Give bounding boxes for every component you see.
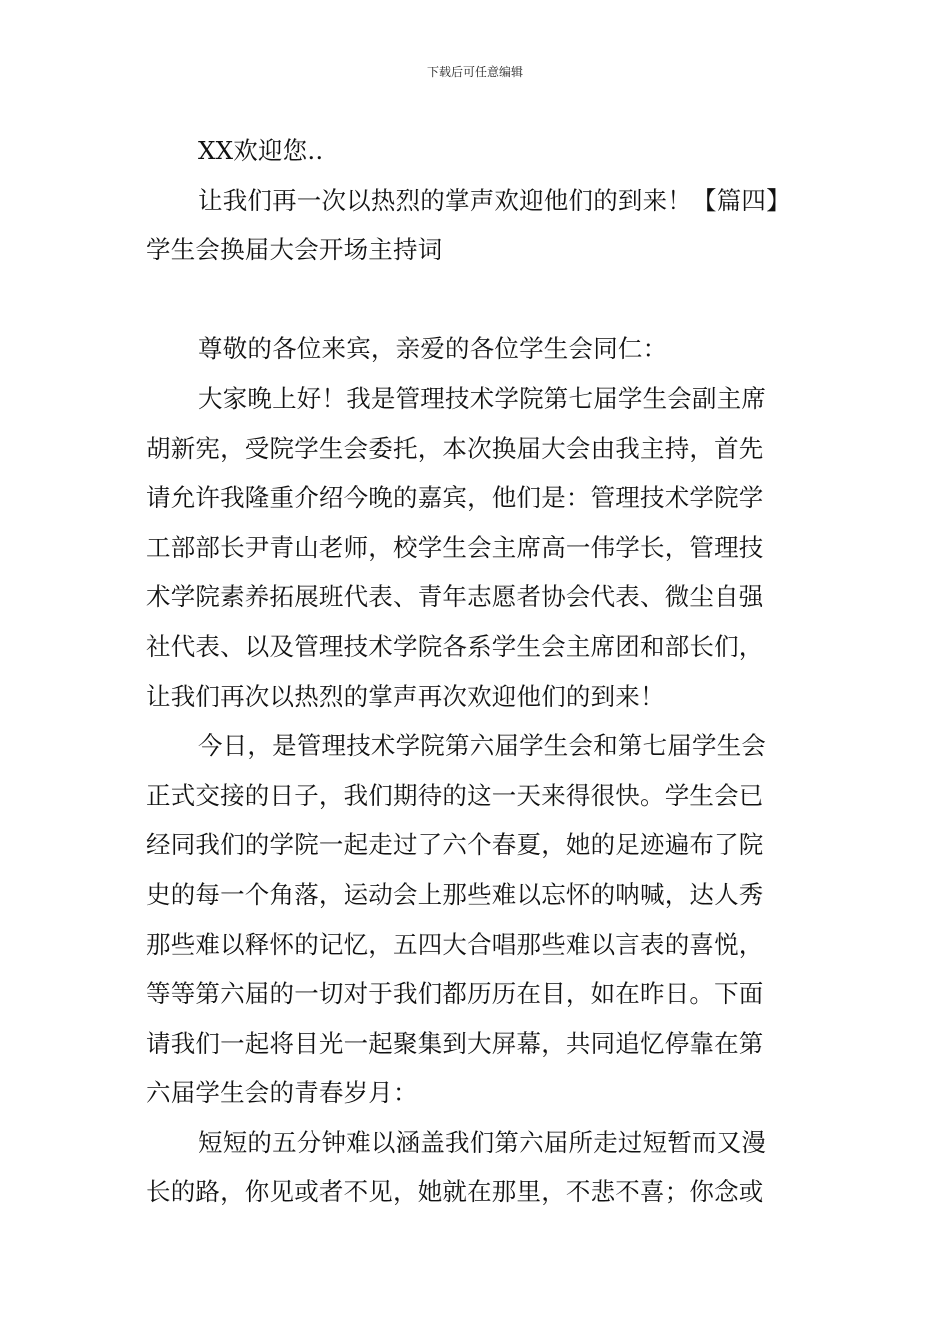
text-line: 尊敬的各位来宾，亲爱的各位学生会同仁： [198, 334, 668, 364]
text-line: 让我们再次以热烈的掌声再次欢迎他们的到来！ [146, 681, 665, 711]
text-line: 大家晚上好！我是管理技术学院第七届学生会副主席 [198, 383, 767, 413]
text-line: 社代表、以及管理技术学院各系学生会主席团和部长们， [146, 631, 764, 661]
document-body [146, 126, 806, 1217]
text-line: 请我们一起将目光一起聚集到大屏幕，共同追忆停靠在第 [146, 1028, 764, 1058]
text-line: 让我们再一次以热烈的掌声欢迎他们的到来！【篇四】 [198, 185, 791, 215]
text-line: 等等第六届的一切对于我们都历历在目，如在昨日。下面 [146, 979, 764, 1009]
text-line: 学生会换届大会开场主持词 [146, 235, 443, 265]
text-line: 正式交接的日子，我们期待的这一天来得很快。学生会已 [146, 780, 764, 810]
page-header-note: 下载后可任意编辑 [426, 65, 523, 79]
blank-line [146, 275, 806, 325]
text-line: 术学院素养拓展班代表、青年志愿者协会代表、微尘自强 [146, 582, 764, 612]
text-line: 短短的五分钟难以涵盖我们第六届所走过短暂而又漫 [198, 1127, 767, 1157]
text-line: 胡新宪，受院学生会委托，本次换届大会由我主持，首先 [146, 433, 764, 463]
text-line: 今日，是管理技术学院第六届学生会和第七届学生会 [198, 731, 767, 761]
text-line: 长的路，你见或者不见，她就在那里，不悲不喜；你念或 [146, 1177, 764, 1207]
text-line: XX欢迎您.. [198, 136, 324, 165]
text-line: 经同我们的学院一起走过了六个春夏，她的足迹遍布了院 [146, 830, 764, 860]
text-line: 六届学生会的青春岁月： [146, 1078, 418, 1108]
text-line: 那些难以释怀的记忆，五四大合唱那些难以言表的喜悦， [146, 929, 764, 959]
text-line: 请允许我隆重介绍今晚的嘉宾，他们是：管理技术学院学 [146, 483, 764, 513]
text-line: 工部部长尹青山老师，校学生会主席高一伟学长，管理技 [146, 532, 764, 562]
text-line: 史的每一个角落，运动会上那些难以忘怀的呐喊，达人秀 [146, 879, 764, 909]
